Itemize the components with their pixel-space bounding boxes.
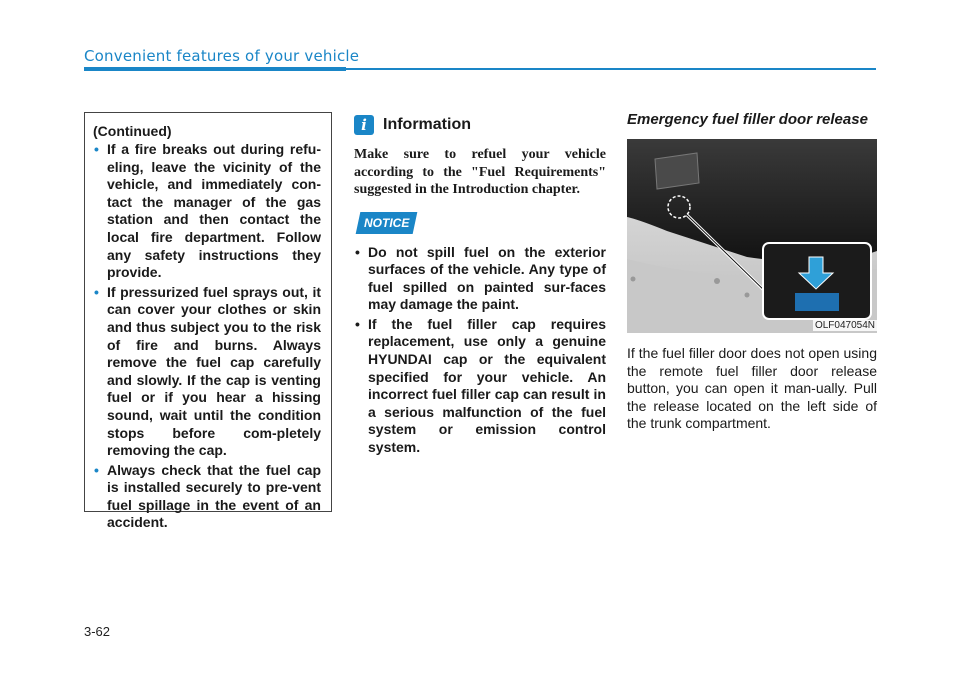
warning-bullet xyxy=(93,141,321,282)
notice-label: NOTICE xyxy=(364,215,410,230)
bullet-dot-icon: • xyxy=(94,141,99,157)
header-rule-thick xyxy=(84,67,346,71)
warning-bullet xyxy=(93,462,321,532)
information-header xyxy=(354,112,606,138)
bullet-dot-icon: • xyxy=(355,315,360,332)
figure-caption: OLF047054N xyxy=(814,320,875,331)
emergency-body-text: If the fuel filler door does not open using the remote fuel filler door release button, you can open it man-ually. Pull the release located on the left side of the trunk compartment. xyxy=(627,345,877,432)
warning-bullet-text: If a fire breaks out during refu-eling, leave the vicinity of the vehicle, and immediately con-tact the manager of the gas station and then contact the local fire department. Follow any safety instructions they provide. xyxy=(107,141,321,281)
warning-bullet xyxy=(93,284,321,460)
trunk-figure xyxy=(627,139,877,333)
notice-badge xyxy=(356,212,418,234)
warning-continued-box xyxy=(84,112,332,531)
trunk-illustration xyxy=(627,139,877,333)
notice-bullet xyxy=(354,244,606,314)
continued-label: (Continued) xyxy=(93,123,172,139)
information-title: Information xyxy=(383,116,471,133)
warning-bullet-text: Always check that the fuel cap is installed securely to pre-vent fuel spillage in the event of an accident. xyxy=(107,461,321,531)
bullet-dot-icon: • xyxy=(94,283,99,300)
notice-bullet-text: If the fuel filler cap requires replacement, use only a genuine HYUNDAI cap or the equivalent specified for your vehicle. An incorrect fuel filler cap can result in a serious malfunction of the fuel system or emission control system. xyxy=(368,315,606,456)
page-number: 3-62 xyxy=(84,624,111,639)
emergency-title: Emergency fuel filler door release xyxy=(627,111,868,128)
section-header-title: Convenient features of your vehicle xyxy=(84,47,360,65)
notice-bullet-text: Do not spill fuel on the exterior surfaces of the vehicle. Any type of fuel spilled on painted sur-faces may damage the paint. xyxy=(368,243,606,313)
header-rule-thin xyxy=(346,68,876,70)
notice-bullet xyxy=(354,316,606,457)
emergency-release-column xyxy=(627,112,877,433)
bullet-dot-icon: • xyxy=(355,243,360,260)
warning-bullet-text: If pressurized fuel sprays out, it can cover your clothes or skin and thus subject you to the risk of fire and burns. Always remove the fuel cap carefully and slowly. If the cap is venting fuel or if you hear a hissing sound, wait until the condition stops before com-pletely removing the cap. xyxy=(107,283,321,459)
info-icon: i xyxy=(354,115,374,135)
notice-list xyxy=(354,244,606,457)
bullet-dot-icon: • xyxy=(94,461,99,478)
information-text: Make sure to refuel your vehicle according to the "Fuel Requirements" suggested in the Introduction chapter. xyxy=(354,147,606,197)
information-notice-column xyxy=(354,112,606,459)
